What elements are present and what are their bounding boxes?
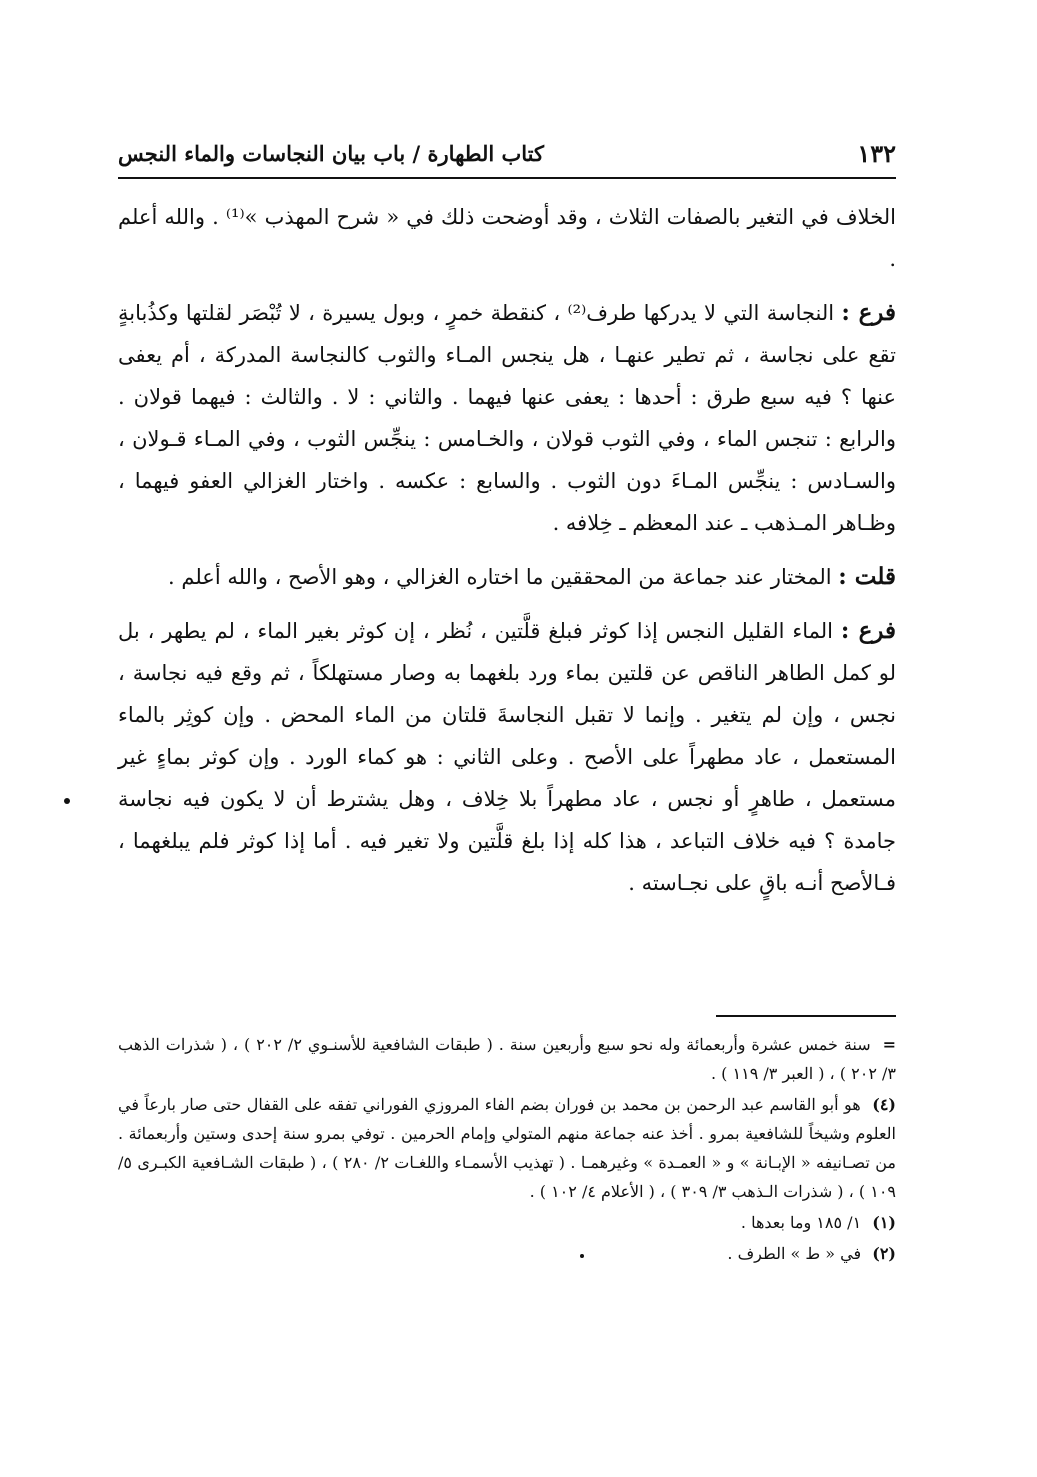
paragraph-3-text: المختار عند جماعة من المحققين ما اختاره الغزالي ، وهو الأصح ، والله أعلم . — [168, 565, 832, 589]
running-title: كتاب الطهارة / باب بيان النجاسات والماء النجس — [118, 141, 545, 166]
footnote-2 — [118, 1239, 896, 1268]
main-text — [118, 196, 896, 916]
footnote-continuation — [118, 1030, 896, 1088]
footnote-1 — [118, 1208, 896, 1237]
paragraph-2 — [118, 292, 896, 544]
paragraph-3-lead: قلت : — [838, 563, 896, 590]
margin-mark — [64, 798, 70, 804]
footnote-2-marker: (٢) — [872, 1244, 896, 1263]
stray-mark — [580, 1254, 584, 1258]
footnote-continuation-text: سنة خمس عشرة وأربعمائة وله نحو سبع وأربعين سنة . ( طبقات الشافعية للأسنـوي ٢/ ٢٠٢ ) ، ( شذرات الذهب ٣/ ٢٠٢ ) ، ( العبر ٣/ ١١٩ ) . — [118, 1035, 896, 1083]
footnote-2-text: في « ط » الطرف . — [727, 1244, 862, 1263]
footnotes — [118, 1030, 896, 1270]
paragraph-2-text: النجاسة التي لا يدركها طرف⁽²⁾ ، كنقطة خمرٍ ، وبول يسيرة ، لا تُبْصَر لقلتها وكذُبابةٍ تقع على نجاسة ، ثم تطير عنهـا ، هل ينجس المـاء والثوب كالنجاسة المدركة ، أم يعفى عنها ؟ فيه سبع طرق : أحدها : يعفى عنها فيهما . والثاني : لا . والثالث : فيهما قولان . والرابع : تنجس الماء ، وفي الثوب قولان ، والخـامس : ينجِّس الثوب ، وفي المـاء قـولان ، والسـادس : ينجِّس المـاءَ دون الثوب . والسابع : عكسه . واختار الغزالي العفو فيهما ، وظـاهر المـذهب ـ عند المعظم ـ خِلافه . — [118, 301, 896, 535]
header-rule — [118, 177, 896, 179]
footnote-4 — [118, 1090, 896, 1206]
paragraph-3 — [118, 556, 896, 598]
paragraph-1 — [118, 196, 896, 280]
footnote-continuation-marker: = — [882, 1035, 897, 1054]
footnote-4-marker: (٤) — [872, 1095, 896, 1114]
footnote-rule — [716, 1015, 896, 1017]
paragraph-4 — [118, 610, 896, 904]
page-header — [118, 135, 896, 175]
paragraph-1-text: الخلاف في التغير بالصفات الثلاث ، وقد أوضحت ذلك في « شرح المهذب »⁽¹⁾ . والله أعلم . — [118, 205, 896, 271]
footnote-4-text: هو أبو القاسم عبد الرحمن بن محمد بن فوران بضم الفاء المروزي الفوراني تفقه على القفال حتى صار بارعاً في العلوم وشيخاً للشافعية بمرو . أخذ عنه جماعة منهم المتولي وإمام الحرمين . توفي بمرو سنة إحدى وستين وأربعمائة . من تصـانيفه « الإبـانة » و « العمـدة » وغيرهمـا . ( تهذيب الأسمـاء واللغـات ٢/ ٢٨٠ ) ، ( طبقات الشـافعية الكبـرى ٥/ ١٠٩ ) ، ( شذرات الـذهب ٣/ ٣٠٩ ) ، ( الأعلام ٤/ ١٠٢ ) . — [118, 1095, 897, 1201]
paragraph-4-text: الماء القليل النجس إذا كوثر فبلغ قلَّتين ، نُظر ، إن كوثر بغير الماء ، لم يطهر ، بل لو كمل الطاهر الناقص عن قلتين بماء ورد بلغهما به وصار مستهلكاً ، ثم وقع فيه نجاسة ، نجس ، وإن لم يتغير . وإنما لا تقبل النجاسةَ قلتان من الماء المحض . وإن كوثِر بالماء المستعمل ، عاد مطهراً على الأصح . وعلى الثاني : هو كماء الورد . وإن كوثر بماءٍ غير مستعمل ، طاهرٍ أو نجس ، عاد مطهراً بلا خِلاف ، وهل يشترط أن لا يكون فيه نجاسة جامدة ؟ فيه خلاف التباعد ، هذا كله إذا بلغ قلَّتين ولا تغير فيه . أما إذا كوثر فلم يبلغهما ، فـالأصح أنـه باقٍ على نجـاسته . — [118, 619, 896, 895]
page-number: ١٣٢ — [857, 139, 896, 168]
paragraph-4-lead: فرع : — [840, 617, 896, 644]
footnote-1-text: ١/ ١٨٥ وما بعدها . — [740, 1213, 862, 1232]
footnote-1-marker: (١) — [872, 1213, 896, 1232]
paragraph-2-lead: فرع : — [841, 299, 896, 326]
